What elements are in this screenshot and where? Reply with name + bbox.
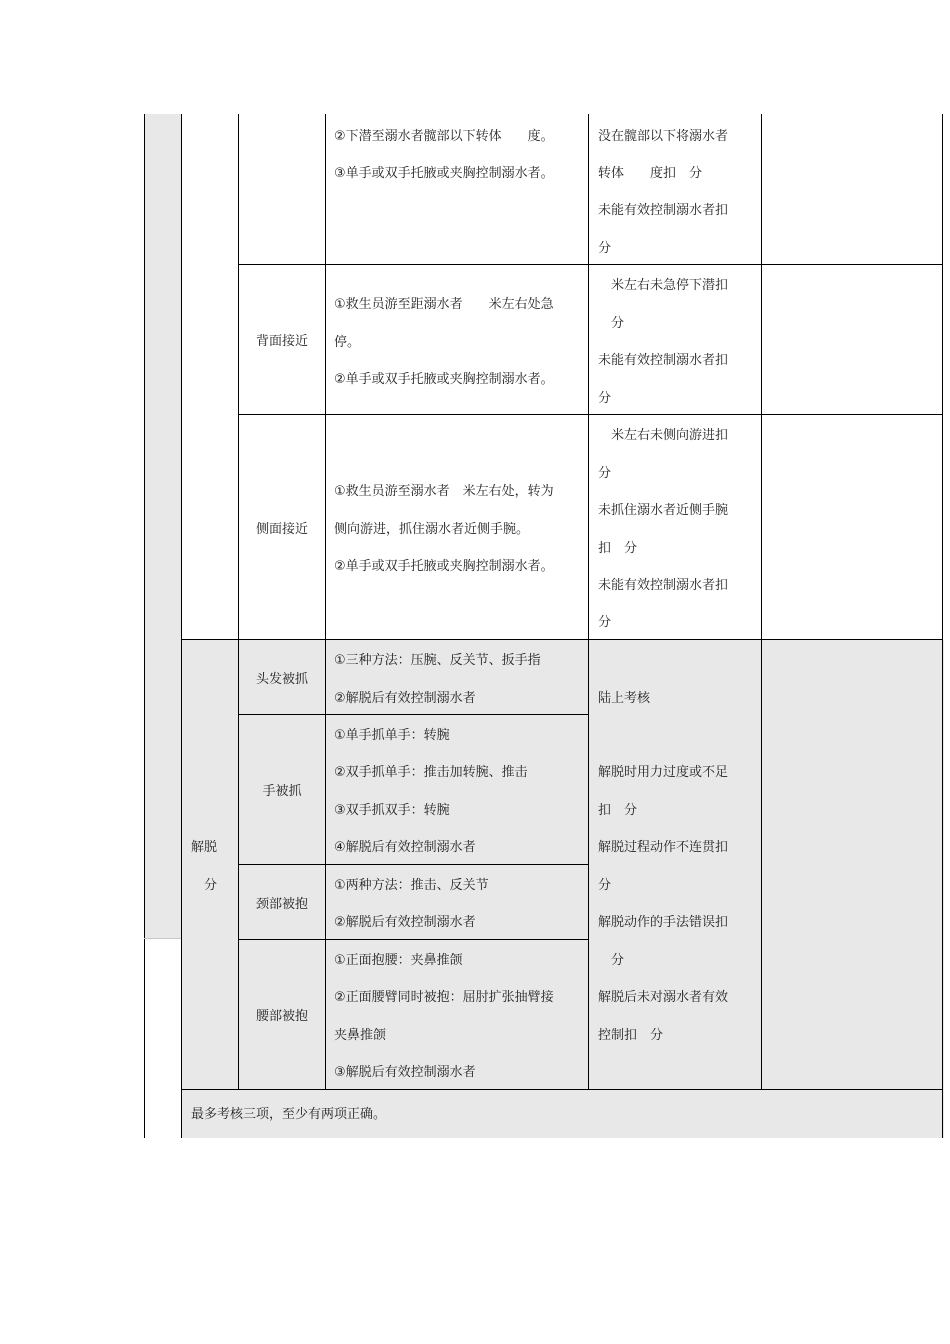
deduction-line: 未能有效控制溺水者扣 xyxy=(598,578,729,593)
deduction-line: 米左右未侧向游进扣 xyxy=(598,428,729,443)
category-line: 分 xyxy=(191,878,218,893)
deduction-line: 陆上考核 xyxy=(598,691,651,706)
deduction-line: 未能有效控制溺水者扣 xyxy=(598,353,729,368)
side-approach-label: 侧面接近 xyxy=(255,521,308,537)
deduction-line: 转体 度扣 分 xyxy=(598,166,703,181)
content-line: ②解脱后有效控制溺水者 xyxy=(334,691,476,706)
deduction-line: 未能有效控制溺水者扣 xyxy=(598,203,729,218)
content-line: ②下潜至溺水者髋部以下转体 度。 xyxy=(334,129,554,144)
deduction-line: 扣 分 xyxy=(598,541,638,556)
waist-hugged-label: 腰部被抱 xyxy=(255,1009,308,1024)
deduction-line: 分 xyxy=(598,953,625,968)
deduction-line: 解脱时用力过度或不足 xyxy=(598,765,729,780)
content-line: 停。 xyxy=(334,335,361,350)
category-line: 解脱 xyxy=(191,840,218,855)
deduction-line: 解脱动作的手法错误扣 xyxy=(598,915,729,930)
content-line: ①三种方法：压腕、反关节、扳手指 xyxy=(334,653,541,668)
content-line: ①救生员游至溺水者 米左右处，转为 xyxy=(334,484,554,499)
content-line: ①两种方法：推击、反关节 xyxy=(334,878,489,893)
deduction-line: 分 xyxy=(598,878,612,893)
hair-grabbed-label: 头发被抓 xyxy=(255,671,308,687)
content-line: ③解脱后有效控制溺水者 xyxy=(334,1065,476,1080)
hand-grabbed-label: 手被抓 xyxy=(262,784,302,799)
content-line: 侧向游进，抓住溺水者近侧手腕。 xyxy=(334,522,530,537)
deduction-line: 分 xyxy=(598,615,612,630)
deduction-line: 解脱后未对溺水者有效 xyxy=(598,990,729,1005)
footer-note: 最多考核三项，至少有两项正确。 xyxy=(191,1107,387,1122)
content-line: ②解脱后有效控制溺水者 xyxy=(334,915,476,930)
back-approach-label: 背面接近 xyxy=(255,334,308,349)
content-line: ③单手或双手托腋或夹胸控制溺水者。 xyxy=(334,166,554,181)
deduction-line: 分 xyxy=(598,316,625,331)
content-line: ①正面抱腰：夹鼻推颌 xyxy=(334,953,463,968)
neck-hugged-label: 颈部被抱 xyxy=(255,896,308,912)
deduction-line: 扣 分 xyxy=(598,803,638,818)
content-line: ③双手抓双手：转腕 xyxy=(334,803,450,818)
deduction-line: 没在髋部以下将溺水者 xyxy=(598,129,729,144)
content-line: ②单手或双手托腋或夹胸控制溺水者。 xyxy=(334,559,554,574)
content-line: ②双手抓单手：推击加转腕、推击 xyxy=(334,765,528,780)
content-line: ②正面腰臂同时被抱：屈肘扩张抽臂接 xyxy=(334,990,554,1005)
content-line: ①救生员游至距溺水者 米左右处急 xyxy=(334,297,554,312)
left-margin-column xyxy=(144,114,182,938)
deduction-line: 分 xyxy=(598,466,612,481)
deduction-line: 解脱过程动作不连贯扣 xyxy=(598,840,729,855)
deduction-line: 分 xyxy=(598,391,612,406)
content-line: 夹鼻推颌 xyxy=(334,1028,387,1043)
deduction-line: 米左右未急停下潜扣 xyxy=(598,278,729,293)
deduction-line: 分 xyxy=(598,241,612,256)
content-line: ②单手或双手托腋或夹胸控制溺水者。 xyxy=(334,372,554,387)
deduction-line: 控制扣 分 xyxy=(598,1028,664,1043)
content-line: ①单手抓单手：转腕 xyxy=(334,728,450,743)
content-line: ④解脱后有效控制溺水者 xyxy=(334,840,476,855)
deduction-line: 未抓住溺水者近侧手腕 xyxy=(598,503,729,518)
